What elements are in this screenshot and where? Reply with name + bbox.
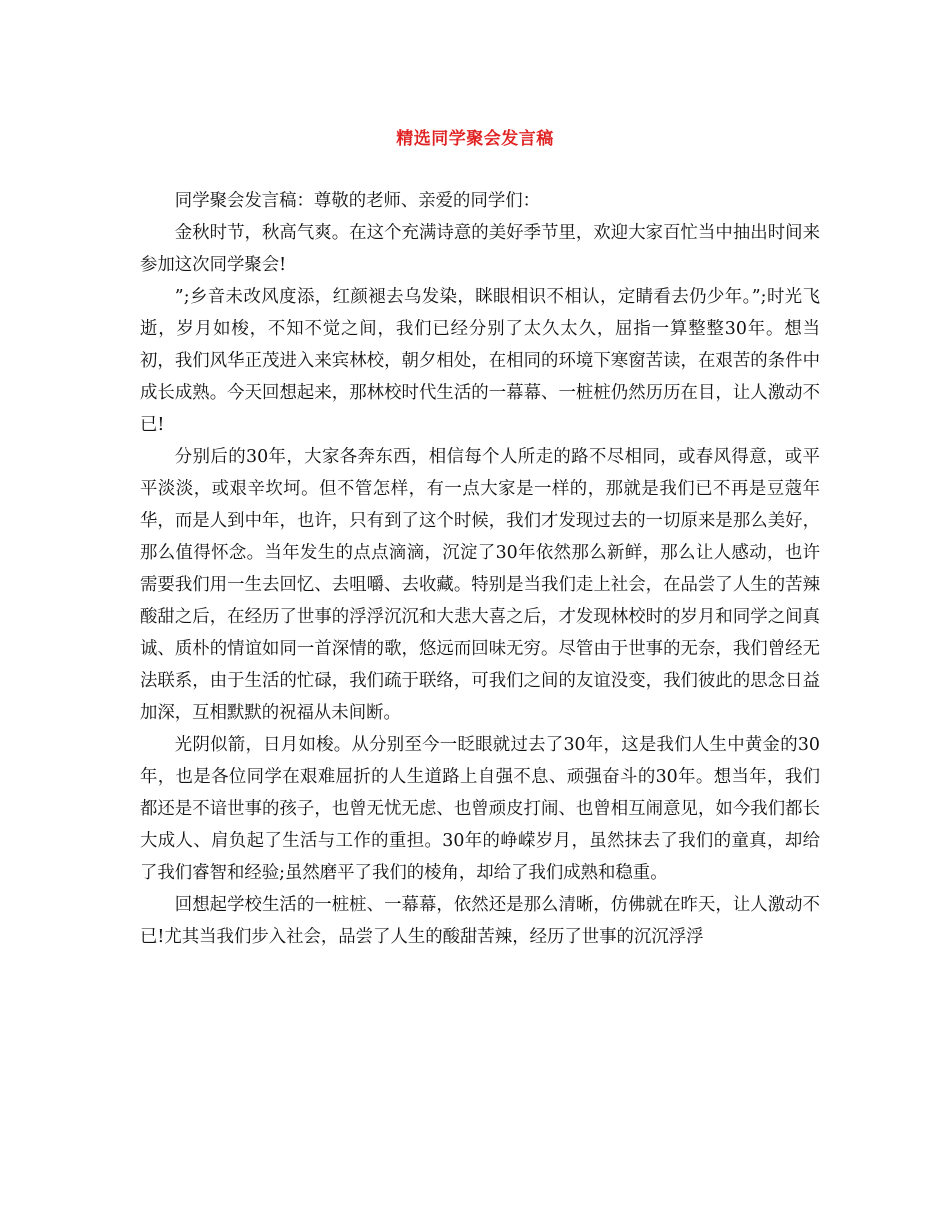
paragraph-5: 光阴似箭，日月如梭。从分别至今一眨眼就过去了30年，这是我们人生中黄金的30年，也是各位同学在艰难屈折的人生道路上自强不息、顽强奋斗的30年。想当年，我们都还是不谙世事的孩子，也曾无忧无虑、也曾顽皮打闹、也曾相互闹意见，如今我们都长大成人、肩负起了生活与工作的重担。30年的峥嵘岁月，虽然抹去了我们的童真，却给了我们睿智和经验;虽然磨平了我们的棱角，却给了我们成熟和稳重。	[140, 735, 820, 883]
paragraph-1: 同学聚会发言稿：尊敬的老师、亲爱的同学们：	[174, 191, 541, 211]
paragraph-4: 分别后的30年，大家各奔东西，相信每个人所走的路不尽相同，或春风得意，或平平淡淡，或艰辛坎坷。但不管怎样，有一点大家是一样的，那就是我们已不再是豆蔻年华，而是人到中年，也许，只有到了这个时候，我们才发现过去的一切原来是那么美好，那么值得怀念。当年发生的点点滴滴，沉淀了30年依然那么新鲜，那么让人感动，也许需要我们用一生去回忆、去咀嚼、去收藏。特别是当我们走上社会，在品尝了人生的苦辣酸甜之后，在经历了世事的浮浮沉沉和大悲大喜之后，才发现林校时的岁月和同学之间真诚、质朴的情谊如同一首深情的歌，悠远而回味无穷。尽管由于世事的无奈，我们曾经无法联系，由于生活的忙碌，我们疏于联络，可我们之间的友谊没变，我们彼此的思念日益加深，互相默默的祝福从未间断。	[140, 447, 820, 723]
paragraph-2: 金秋时节，秋高气爽。在这个充满诗意的美好季节里，欢迎大家百忙当中抽出时间来参加这次同学聚会!	[140, 223, 820, 275]
paragraph-3: ”;乡音未改风度添，红颜褪去乌发染，眯眼相识不相认，定睛看去仍少年。”;时光飞逝，岁月如梭，不知不觉之间，我们已经分别了太久太久，屈指一算整整30年。想当初，我们风华正茂进入来宾林校，朝夕相处，在相同的环境下寒窗苦读，在艰苦的条件中成长成熟。今天回想起来，那林校时代生活的一幕幕、一桩桩仍然历历在目，让人激动不已!	[140, 287, 820, 435]
document-body	[140, 185, 820, 953]
paragraph-6: 回想起学校生活的一桩桩、一幕幕，依然还是那么清晰，仿佛就在昨天，让人激动不已!尤其当我们步入社会，品尝了人生的酸甜苦辣，经历了世事的沉沉浮浮	[140, 895, 820, 947]
document-title: 精选同学聚会发言稿	[396, 129, 554, 149]
